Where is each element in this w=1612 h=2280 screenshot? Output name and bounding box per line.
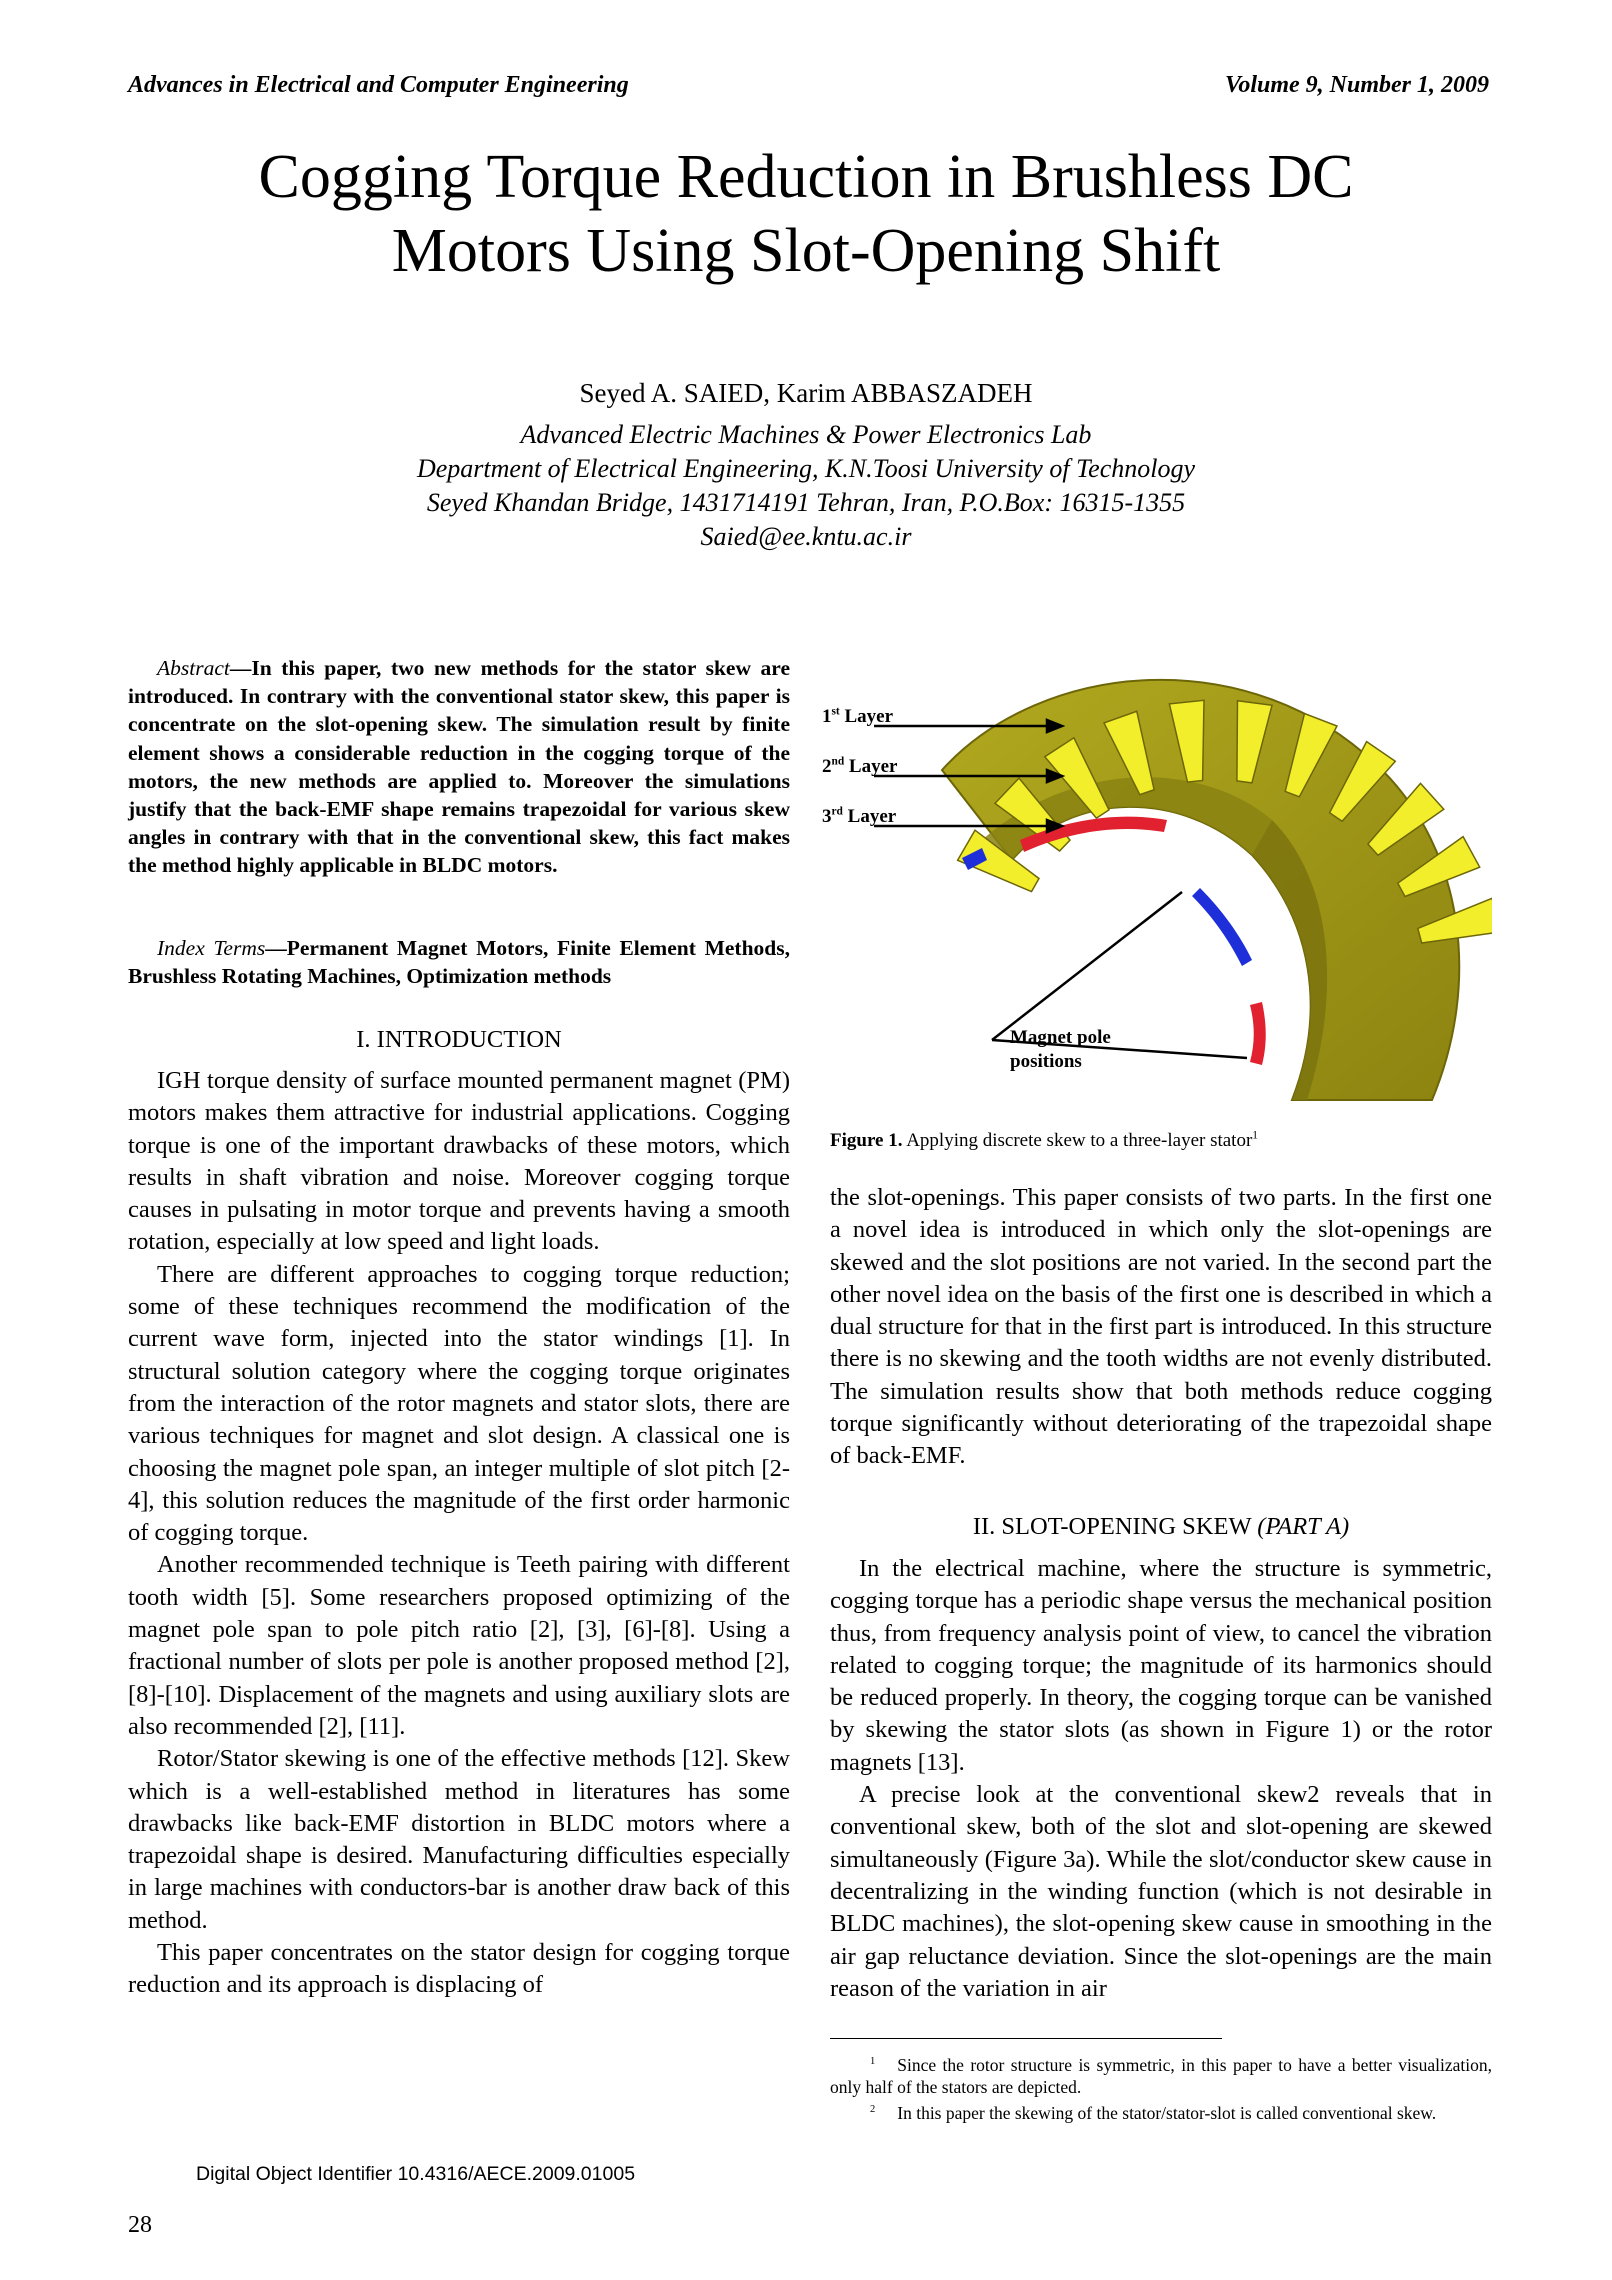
magnet-red-2 bbox=[1250, 1002, 1266, 1065]
section2-paragraph-1: In the electrical machine, where the structure is symmetric, cogging torque has a periodic shape versus the mechanical position thus, from frequency analysis point of view, to cancel the vibration related to cogging torque; the magnitude of its harmonics should be reduced properly. In theory, the cogging torque can be vanished by skewing the stator slots (as shown in Figure 1) or the rotor magnets [13]. bbox=[830, 1555, 1492, 1776]
figure-1-caption bbox=[830, 1130, 1490, 1152]
index-terms-dash: — bbox=[265, 936, 287, 960]
intro-paragraph-4: Rotor/Stator skewing is one of the effective methods [12]. Skew which is a well-established method in literatures has some drawbacks like back-EMF distortion in BLDC motors where a trapezoidal shape is desired. Manufacturing difficulties especially in large machines with conductors-bar is another draw back of this method. bbox=[128, 1745, 790, 1934]
affiliation-lab: Advanced Electric Machines & Power Electronics Lab bbox=[520, 420, 1092, 449]
caption-label: Figure 1. bbox=[830, 1130, 903, 1151]
index-terms-label: Index Terms bbox=[157, 936, 266, 960]
section2-paragraph-2: A precise look at the conventional skew2 reveals that in conventional skew, both of the slot and slot-opening are skewed simultaneously (Figure 3a). While the slot/conductor skew cause in decentralizing in the winding function (which is not desirable in BLDC machines), the slot-opening skew cause in smoothing in the air gap reluctance deviation. Since the slot-openings are the main reason of the variation in air bbox=[830, 1781, 1492, 2002]
page-number: 28 bbox=[128, 2212, 152, 2238]
intro-paragraph-5: This paper concentrates on the stator design for cogging torque reduction and its approach is displacing of bbox=[128, 1939, 790, 1999]
index-terms-text: Permanent Magnet Motors, Finite Element Methods, Brushless Rotating Machines, Optimization methods bbox=[128, 936, 790, 989]
left-column-body bbox=[128, 1065, 790, 2002]
figure-1 bbox=[822, 650, 1492, 1110]
right-column-intro bbox=[830, 1182, 1492, 1473]
caption-footnote-ref: 1 bbox=[1252, 1129, 1258, 1142]
authors: Seyed A. SAIED, Karim ABBASZADEH bbox=[579, 378, 1033, 408]
footnote-1: $^1$ Since the rotor structure is symmetric, in this paper to have a better visualization, only half of the stators are depicted. bbox=[830, 2055, 1492, 2097]
abstract bbox=[128, 654, 790, 880]
abstract-dash: — bbox=[229, 656, 252, 680]
caption-text: Applying discrete skew to a three-layer stator bbox=[906, 1130, 1253, 1151]
title-line-1: Cogging Torque Reduction in Brushless DC bbox=[258, 143, 1354, 211]
arrow-magnet-1 bbox=[992, 892, 1182, 1040]
intro-paragraph-1: IGH torque density of surface mounted permanent magnet (PM) motors makes them attractive for industrial applications. Cogging torque is one of the important drawbacks of these motors, which results in shaft vibration and noise. Moreover cogging torque causes in pulsating in motor torque and prevents having a smooth rotation, especially at low speed and light loads. bbox=[128, 1067, 790, 1256]
stator-illustration bbox=[822, 650, 1492, 1110]
section-heading-introduction: I. INTRODUCTION bbox=[356, 1026, 562, 1053]
journal-name: Advances in Electrical and Computer Engineering bbox=[128, 72, 629, 98]
label-layer-3: 3rd Layer bbox=[822, 805, 897, 827]
index-terms bbox=[128, 934, 790, 990]
affiliation-address: Seyed Khandan Bridge, 1431714191 Tehran, Iran, P.O.Box: 16315-1355 bbox=[426, 488, 1186, 517]
abstract-label: Abstract bbox=[157, 656, 230, 680]
magnet-blue-2 bbox=[1192, 888, 1252, 966]
right-column-section2 bbox=[830, 1553, 1492, 2005]
volume-info: Volume 9, Number 1, 2009 bbox=[1224, 72, 1489, 98]
intro-paragraph-3: Another recommended technique is Teeth pairing with different tooth width [5]. Some researchers proposed optimizing of the magnet pole span to pole pitch ratio [2], [3], [6]-[8]. Using a fractional number of slots per pole is another proposed method [2], [8]-[10]. Displacement of the magnets and using auxiliary slots are also recommended [2], [11]. bbox=[128, 1551, 790, 1740]
footnote-2: $^2$ In this paper the skewing of the stator/stator-slot is called conventional skew. bbox=[870, 2103, 1437, 2123]
right-paragraph-1: the slot-openings. This paper consists of two parts. In the first one a novel idea is introduced in which only the slot-openings are skewed and the slot positions are not varied. In the second part the other novel idea on the basis of the first one is described in which a dual structure for that in the first part is introduced. In this structure there is no skewing and the tooth widths are not evenly distributed. The simulation results show that both methods reduce cogging torque significantly without deteriorating of the trapezoidal shape of back-EMF. bbox=[830, 1184, 1493, 1470]
abstract-text: In this paper, two new methods for the stator skew are introduced. In contrary with the conventional stator skew, this paper is concentrate on the slot-opening skew. The simulation result by finite element shows a considerable reduction in the cogging torque of the motors, the new methods are applied to. Moreover the simulations justify that the back-EMF shape remains trapezoidal for various skew angles in contrary with that in the conventional skew, this fact makes the method highly applicable in BLDC motors. bbox=[128, 656, 790, 878]
title-line-2: Motors Using Slot-Opening Shift bbox=[391, 217, 1221, 285]
footnote-rule bbox=[830, 2038, 1222, 2039]
label-layer-2: 2nd Layer bbox=[822, 755, 898, 777]
intro-paragraph-2: There are different approaches to cogging torque reduction; some of these techniques recommend the modification of the current wave form, injected into the stator windings [1]. In structural solution category where the cogging torque originates from the interaction of the rotor magnets and stator slots, there are various techniques for magnet and slot design. A classical one is choosing the magnet pole span, an integer multiple of slot pitch [2-4], this solution reduces the magnitude of the first order harmonic of cogging torque. bbox=[128, 1260, 790, 1547]
label-layer-1: 1st Layer bbox=[822, 705, 894, 727]
doi[interactable]: Digital Object Identifier 10.4316/AECE.2009.01005 bbox=[196, 2163, 636, 2185]
author-email[interactable]: Saied@ee.kntu.ac.ir bbox=[700, 522, 912, 551]
affiliation-dept: Department of Electrical Engineering, K.N.Toosi University of Technology bbox=[416, 454, 1195, 483]
section-heading-slot-opening-skew: II. SLOT-OPENING SKEW (PART A) bbox=[972, 1513, 1350, 1540]
label-magnet-pole: Magnet pole positions bbox=[1010, 1027, 1111, 1072]
paper-title bbox=[0, 140, 1612, 288]
